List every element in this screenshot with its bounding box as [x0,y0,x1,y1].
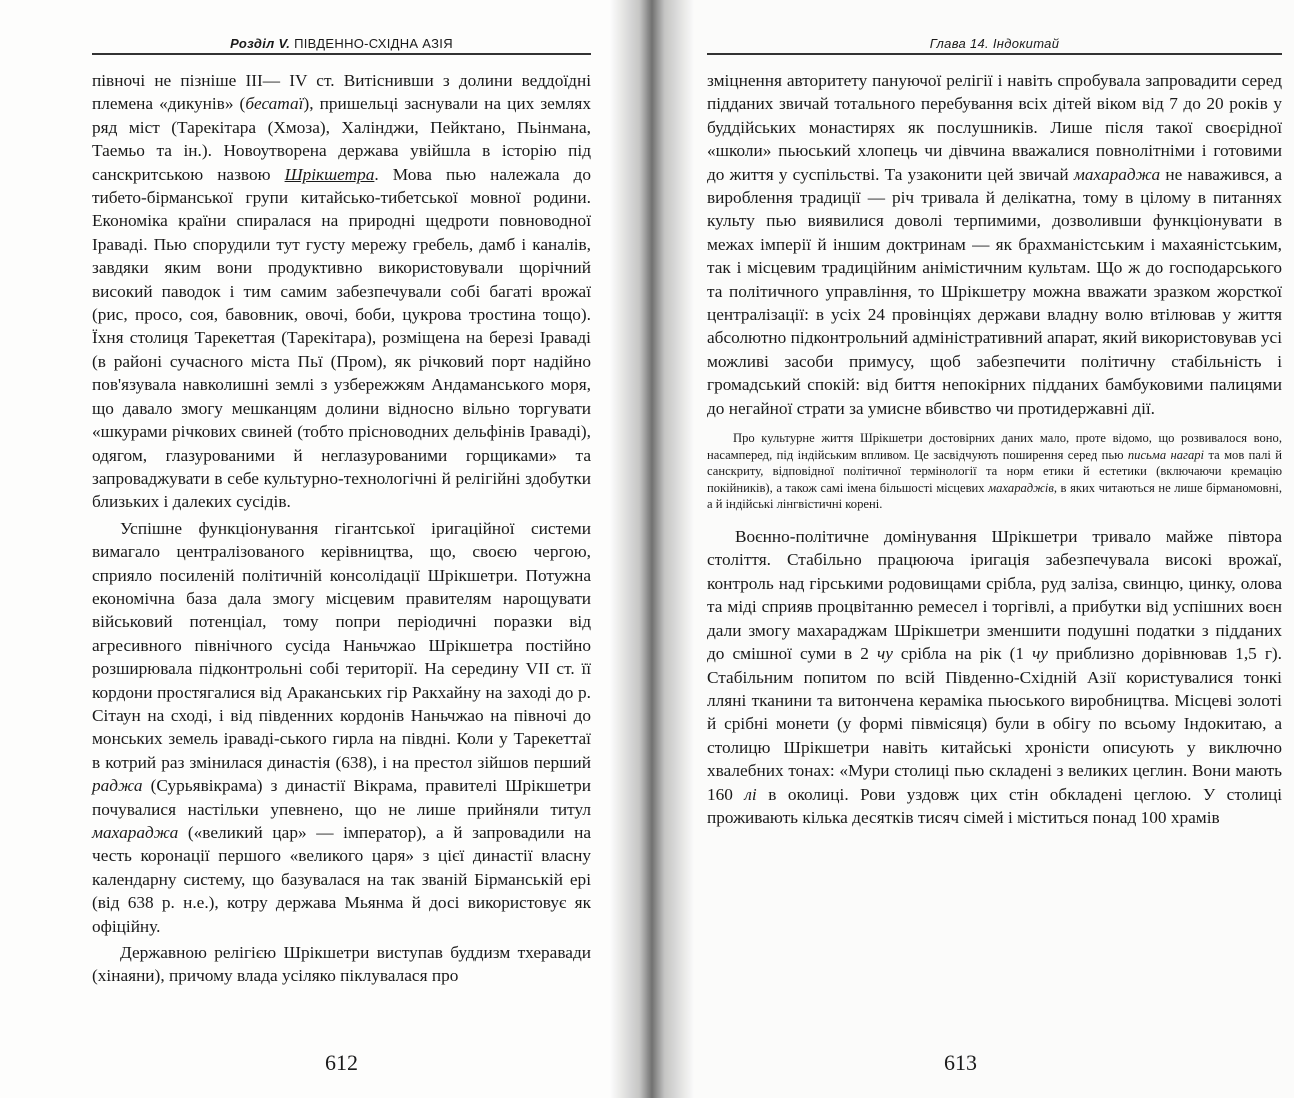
page-number-right: 613 [944,1050,977,1075]
paragraph-3: Державною релігією Шрікшетри виступав буддизм тхеравади (хінаяни), причому влада усіляко піклувалася про [92,943,591,986]
term-chu-2: чу [1032,644,1048,664]
term-maharadzha-2: махараджа [1073,164,1161,184]
paragraph-4: зміцнення авторитету пануючої релігії і навіть спробувала запровадити серед підданих звичай тотального перебування всіх дітей віком від 7 до 20 років у буддійських монастирях як послушників. Лише після такої своєрідної «школи» пьюський хлопець чи дівчина вважалися повнолітніми і готовими до життя у суспільстві. Та узаконити цей звичай махараджа не наважився, а вироблення традиції — річ тривала й делікатна, тому в цілому в питаннях культу пью виявилися доволі терпимими, дозволивши функціонувати в межах імперії й іншим доктринам — як брахманістським і махаяністським, так і місцевим традиційним анімістичним культам. Що ж до господарського та політичного управління, то Шрікшетру можна вважати зразком жорсткої централізації: в усіх 24 провінціях держави владну волю втілював у життя абсолютно підконтрольний адміністративний апарат, який використовував усі можливі засоби примусу, щоб забезпечити політичну стабільність і громадський спокій: від биття непокірних підданих бамбуковими палицями до негайної страти за умисне вбивство чи протидержавні дії. [707,71,1283,418]
paragraph-1: півночі не пізніше III— IV ст. Витіснивши з долини веддоїдні племена «дикунів» (бесатаї), пришельці заснували на цих землях ряд міст (Тарекітара (Хмоза), Халінджи, Пейктано, Пьінмана, Таемьо та ін.). Новоутворена держава увійшла в історію під санскритською назвою Шрікшетра. Мова пью належала до тибето-бірманської групи китайсько-тибетської мовної родини. Економіка країни спиралася на природні щедроти повноводної Іраваді. Пью спорудили тут густу мережу гребель, дамб і каналів, завдяки яким вони продуктивно використовували щорічний високий паводок і тим самим забезпечували собі багаті врожаї (рис, просо, соя, бавовник, овочі, боби, цукрова тростина тощо). Їхня столиця Тарекеттая (Тарекітара), розміщена на березі Іраваді (в районі сучасного міста Пьї (Пром), як річковий порт надійно пов'язувала навколишні землі з узбережжям Андаманського моря, що давало змогу мешканцям долини відносно вільно торгувати «шкурами річкових свиней (тобто прісноводних дельфінів Іраваді), одягом, глазурованими й неглазурованими горщиками» та запроваджувати в себе культурно-технологічні й релігійні здобутки близьких і далеких сусідів. [92,71,591,512]
term-chu-1: чу [876,644,893,664]
small-print-note [707,430,1282,513]
term-besatai: бесатаї [245,94,304,114]
term-maharadzhiv: махараджів [988,480,1054,495]
term-li: лі [744,784,757,804]
term-radzha: раджа [92,776,143,796]
paragraph-5: Воєнно-політичне домінування Шрікшетри тривало майже півтора століття. Стабільно працююча іригація забезпечувала високі врожаї, контроль над гірськими родовищами срібла, руд заліза, свинцю, цинку, олова та міді сприяв процвітанню ремесел і торгівлі, а прибутки від успішних воєн дали змогу махараджам Шрікшетри зменшити подушні податки з підданих до смішної суми в 2 чу срібла на рік (1 чу приблизно дорівнював 1,5 г). Стабільним попитом по всій Південно-Східній Азії користувалися тонкі лляні тканини та витончена кераміка пьюського виробництва. Місцеві золоті й срібні монети (у формі півмісяця) були в обігу по всьому Індокитаю, а столицю Шрікшетри навіть китайські хроністи описують у виключно хвалебних тонах: «Мури столиці пью складені з великих цеглин. Вони мають 160 лі в околиці. Рови уздовж цих стін обкладені цеглою. У столиці проживають кілька десятків тисяч сімей і міститься понад 100 храмів [707,527,1282,827]
term-maharadzha: махараджа [92,823,179,842]
running-head-part: Розділ V. [230,36,291,51]
note-text: Про культурне життя Шрікшетри достовірних даних мало, проте відомо, що розвивалося воно, насамперед, під індійським впливом. Це засвідчують поширення серед пью письма нагарі та мов палі й санскриту, відповідної політичної термінології та норм етики й естетики (включаючи кремацію покійників), а також самі імена більшості місцевих махараджів, в яких читаються не лише бірманомовні, а й індійські лінгвістичні корені. [707,431,1282,512]
running-head-chapter: Глава 14. [929,36,989,51]
running-head-right [707,36,1282,55]
term-shrikshetra: Шрікшетра [284,164,375,184]
running-head-left [92,36,591,55]
running-head-chapter-title: Індокитай [992,36,1060,51]
page-number-left: 612 [325,1050,358,1075]
right-page [647,0,1294,1098]
running-head-title: ПІВДЕННО-СХІДНА АЗІЯ [294,36,453,51]
paragraph-2: Успішне функціонування гігантської іригаційної системи вимагало централізованого керівництва, що, своєю чергою, сприяло посиленій політичній консолідації Шрікшетри. Потужна економічна база дала змогу місцевим правителям нарощувати військовий потенціал, тому попри періодичні поразки від агресивного північного сусіда Наньчжао Шрікшетра постійно розширювала підконтрольні собі території. На середину VII ст. її кордони простягалися від Араканських гір Ракхайну на заході до р. Сітаун на сході, і від південних кордонів Наньчжао на півночі до монських земель іраваді-ського гирла на півдні. Коли у Тарекеттаї в котрий раз змінилася династія (638), і на престол зійшов перший раджа (Сурьявікрама) з династії Вікрама, правителі Шрікшетри почувалися настільки упевнено, що не лише прийняли титул махараджа («великий цар» — імператор), а й запровадили на честь коронації першого «великого царя» з цієї династії власну календарну систему, що базувалася на так званій Бірманській ері (від 638 р. н.е.), котру держава Мьянма й досі використовує як офіційну. [92,518,591,936]
term-nagari: письма нагарі [1127,447,1205,462]
